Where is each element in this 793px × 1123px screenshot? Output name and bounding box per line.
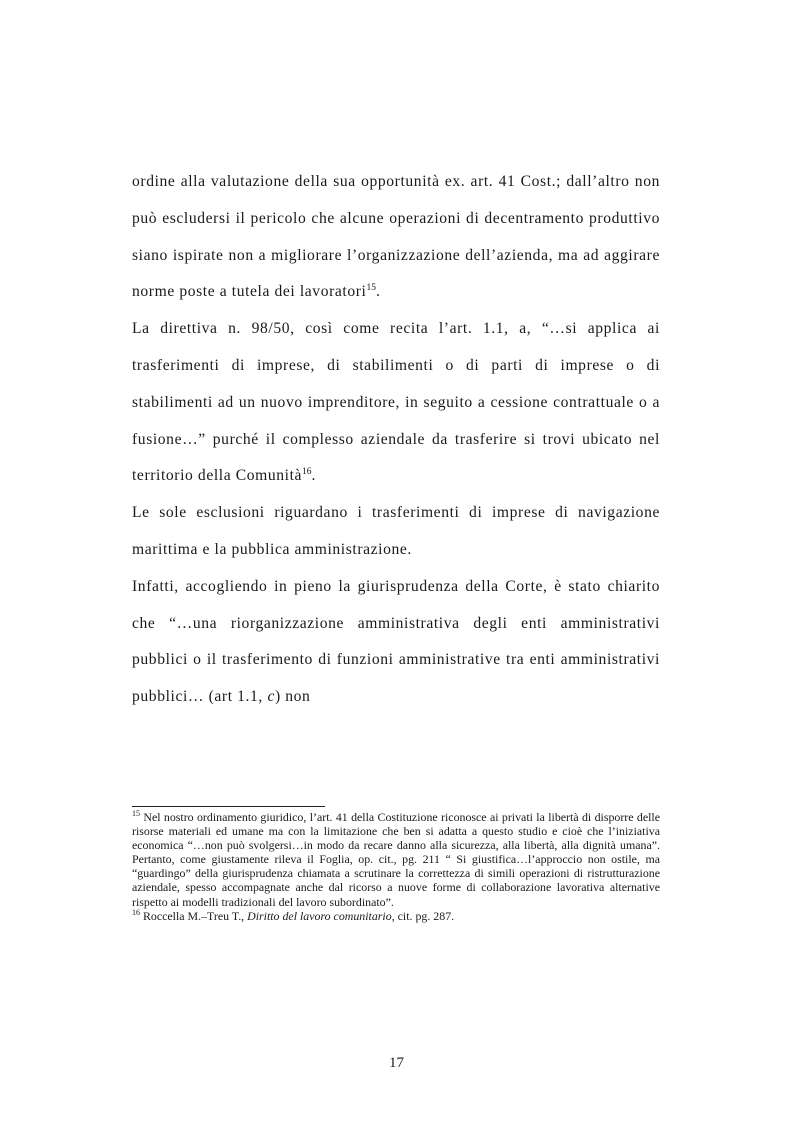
footnote-separator <box>132 806 325 807</box>
italic-letter: c <box>267 688 275 706</box>
paragraph-4: Infatti, accogliendo in pieno la giurisprudenza della Corte, è stato chiarito che “…una riorganizzazione amministrativa degli enti amministrativi pubblici o il trasferimento di funzioni amministrative tra enti amministrativi pubblici… (art 1.1, c) non <box>132 577 660 706</box>
footnote-ref-15[interactable]: 15 <box>366 283 376 294</box>
footnote-16: $^{16}$ Roccella M.–Treu T., Diritto del lavoro comunitario, cit. pg. 287. <box>132 907 455 923</box>
body-text <box>132 164 660 716</box>
paragraph-1: ordine alla valutazione della sua opportunità ex. art. 41 Cost.; dall’altro non può escludersi il pericolo che alcune operazioni di decentramento produttivo siano ispirate non a migliorare l’organizzazione dell’azienda, ma ad aggirare norme poste a tutela dei lavoratori$^{15}$. <box>132 173 660 301</box>
paragraph-3: Le sole esclusioni riguardano i trasferimenti di imprese di navigazione marittima e la pubblica amministrazione. <box>132 504 660 558</box>
footnote-15: $^{15}$ Nel nostro ordinamento giuridico, l’art. 41 della Costituzione riconosce ai privati la libertà di disporre delle risorse materiali ed umane ma con la limitazione che ben si adatta a questo studio e cioè che l’iniziativa economica “…non può svolgersi…in modo da recare danno alla sicurezza, alla libertà, alla dignità umana”. Pertanto, come giustamente rileva il Foglia, op. cit., pg. 211 “ Si giustifica…l’approccio non ostile, ma “guardingo” della giurisprudenza chiamata a scrutinare la correttezza di simili operazioni di ristrutturazione aziendale, spesso accompagnate anche dal ricorso a nuove forme di collaborazione lavorativa alternative rispetto ai modelli tradizionali del lavoro subordinato”. <box>132 809 660 909</box>
footnote-number-15: 15 <box>132 809 140 819</box>
footnote-ref-16[interactable]: 16 <box>302 467 312 478</box>
footnote-16-title: Diritto del lavoro comunitario <box>247 908 392 923</box>
paragraph-2: La direttiva n. 98/50, così come recita l’art. 1.1, a, “…si applica ai trasferimenti di imprese, di stabilimenti o di parti di imprese o di stabilimenti ad un nuovo imprenditore, in seguito a cessione contrattuale o a fusione…” purché il complesso aziendale da trasferire si trovi ubicato nel territorio della Comunità$^{16}$. <box>132 320 660 485</box>
footnotes <box>132 810 660 923</box>
page-number: 17 <box>389 1055 404 1071</box>
footnote-number-16: 16 <box>132 907 140 917</box>
